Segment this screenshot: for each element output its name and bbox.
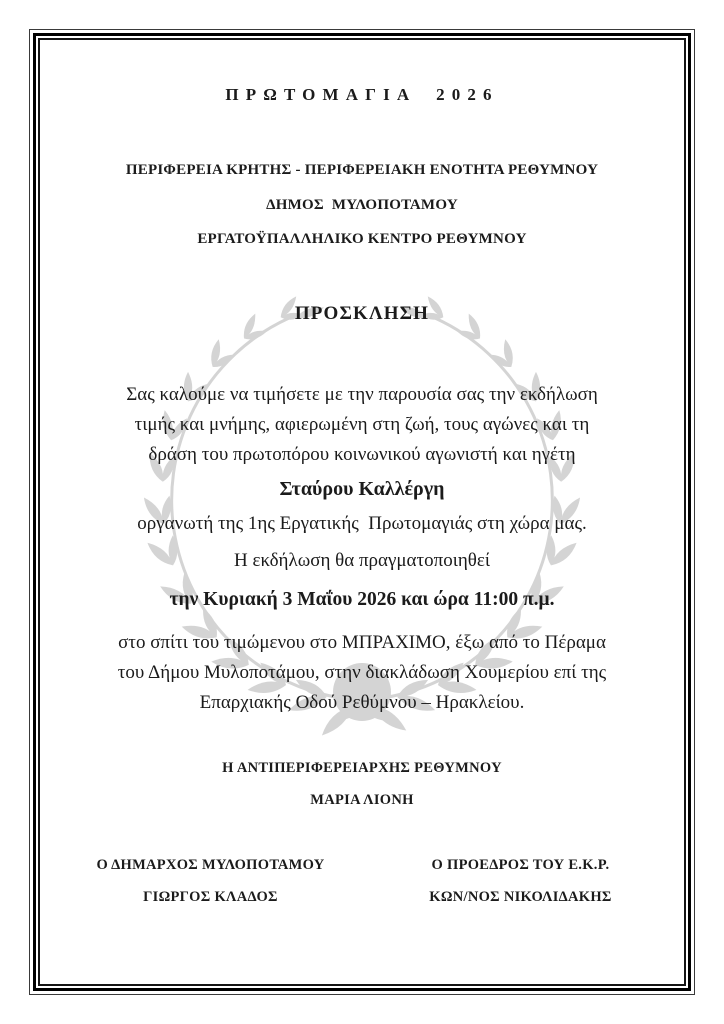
- event-title: ΠΡΩΤΟΜΑΓΙΑ 2026: [225, 85, 499, 104]
- honoree-name: Σταύρου Καλλέργη: [279, 478, 445, 500]
- event-announcement: Η εκδήλωση θα πραγματοποιηθεί: [234, 550, 490, 571]
- signature-title: Ο ΔΗΜΑΡΧΟΣ ΜΥΛΟΠΟΤΑΜΟΥ: [96, 857, 325, 873]
- signature-name: ΚΩΝ/ΝΟΣ ΝΙΚΟΛΙΔΑΚΗΣ: [429, 889, 612, 905]
- intro-line: τιμής και μνήμης, αφιερωμένη στη ζωή, τους αγώνες και τη: [134, 414, 590, 435]
- vice-governor-title: Η ΑΝΤΙΠΕΡΙΦΕΡΕΙΑΡΧΗΣ ΡΕΘΥΜΝΟΥ: [222, 760, 502, 776]
- intro-line: δράση του πρωτοπόρου κοινωνικού αγωνιστή και ηγέτη: [148, 444, 576, 465]
- signature-block-president: [378, 856, 663, 907]
- organizer-municipality: ΔΗΜΟΣ ΜΥΛΟΠΟΤΑΜΟΥ: [266, 197, 458, 213]
- signature-block-mayor: [58, 856, 363, 907]
- signature-title: Ο ΠΡΟΕΔΡΟΣ ΤΟΥ Ε.Κ.Ρ.: [431, 857, 610, 873]
- honoree-role: οργανωτή της 1ης Εργατικής Πρωτομαγιάς στη χώρα μας.: [137, 513, 587, 534]
- location-line: του Δήμου Μυλοποτάμου, στην διακλάδωση Χουμερίου επί της: [117, 662, 607, 683]
- organizer-region: ΠΕΡΙΦΕΡΕΙΑ ΚΡΗΤΗΣ - ΠΕΡΙΦΕΡΕΙΑΚΗ ΕΝΟΤΗΤΑ ΡΕΘΥΜΝΟΥ: [125, 162, 599, 178]
- organizer-labour-centre: ΕΡΓΑΤΟΫΠΑΛΛΗΛΙΚΟ ΚΕΝΤΡΟ ΡΕΘΥΜΝΟΥ: [197, 231, 527, 247]
- invitation-heading: ΠΡΟΣΚΛΗΣΗ: [294, 303, 430, 324]
- location-line: στο σπίτι του τιμώμενου στο ΜΠΡΑΧΙΜΟ, έξω από το Πέραμα: [118, 632, 606, 653]
- intro-line: Σας καλούμε να τιμήσετε με την παρουσία σας την εκδήλωση: [126, 384, 598, 405]
- signature-name: ΓΙΩΡΓΟΣ ΚΛΑΔΟΣ: [143, 889, 278, 905]
- event-datetime: την Κυριακή 3 Μαΐου 2026 και ώρα 11:00 π.μ.: [169, 589, 555, 610]
- location-line: Επαρχιακής Οδού Ρεθύμνου – Ηρακλείου.: [199, 692, 525, 713]
- vice-governor-name: ΜΑΡΙΑ ΛΙΟΝΗ: [310, 792, 414, 808]
